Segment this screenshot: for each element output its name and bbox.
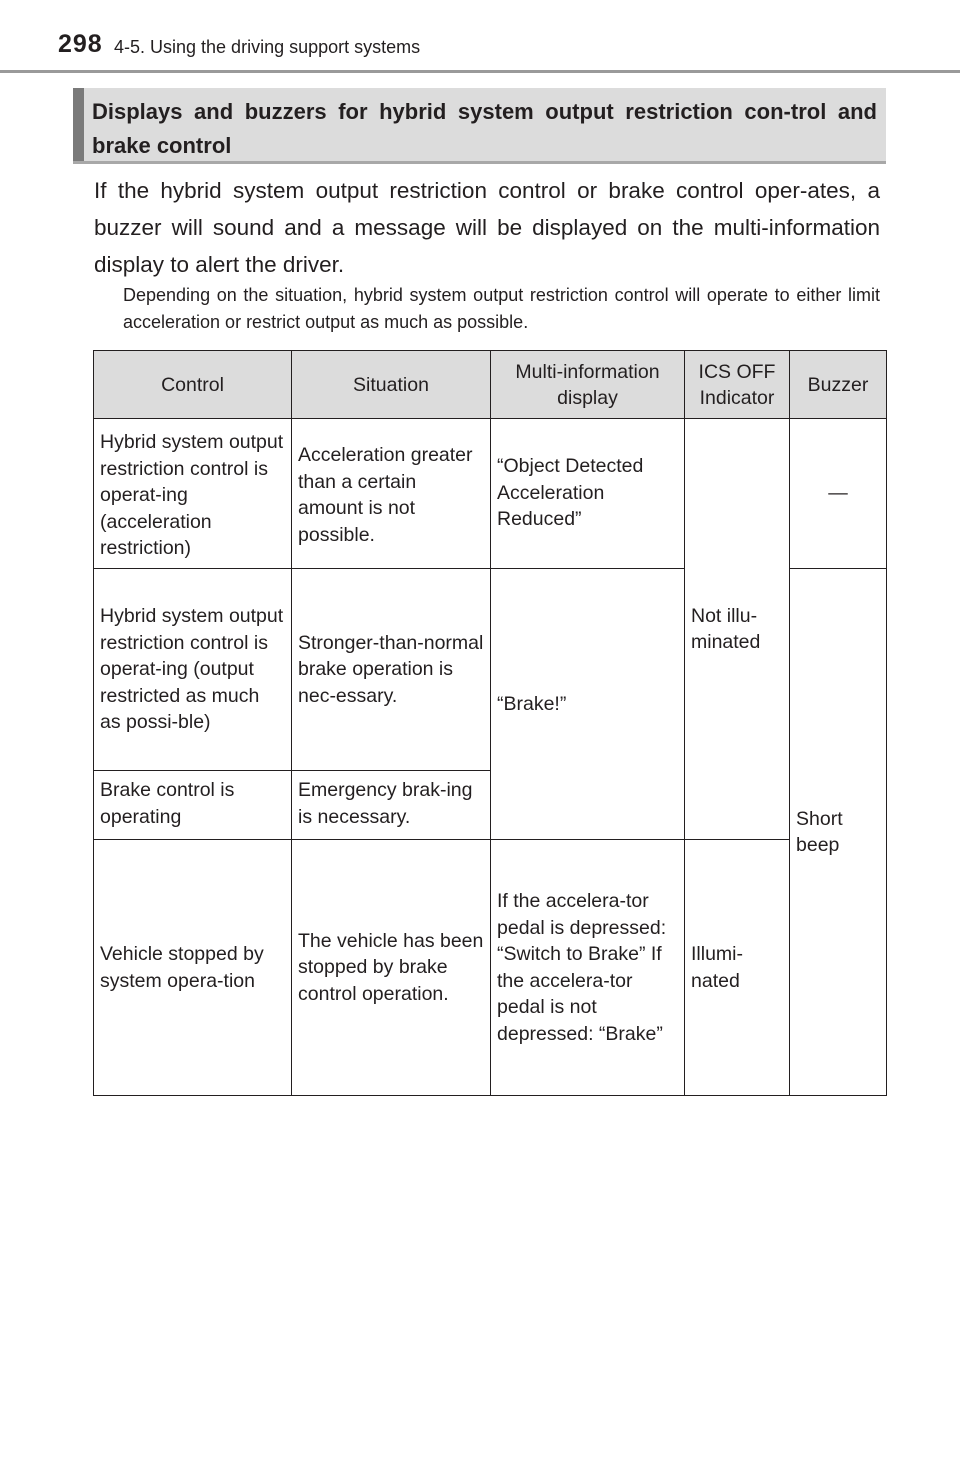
cell-control: Vehicle stopped by system opera-tion — [94, 840, 292, 1096]
header-control: Control — [94, 351, 292, 419]
section-heading-bar — [73, 88, 84, 161]
table-header-row — [94, 351, 887, 419]
cell-control: Hybrid system output restriction control is operat-ing (acceleration restriction) — [94, 419, 292, 569]
cell-control: Brake control is operating — [94, 771, 292, 840]
header-buzzer: Buzzer — [790, 351, 887, 419]
section-title: Displays and buzzers for hybrid system output restriction con-trol and brake control — [92, 99, 877, 158]
cell-display: “Object Detected Acceleration Reduced” — [491, 419, 685, 569]
cell-buzzer: Short beep — [790, 569, 887, 1096]
running-head: 4-5. Using the driving support systems — [114, 37, 421, 57]
cell-situation: Stronger-than-normal brake operation is nec-essary. — [292, 569, 491, 771]
note-paragraph: Depending on the situation, hybrid system output restriction control will operate to either limit acceleration or restrict output as much as possible. — [123, 285, 880, 332]
header-indicator: ICS OFF Indicator — [685, 351, 790, 419]
buzzer-display-table — [93, 350, 887, 1096]
cell-display: “Brake!” — [491, 569, 685, 840]
section-heading-box — [73, 88, 886, 164]
cell-situation: Emergency brak-ing is necessary. — [292, 771, 491, 840]
cell-indicator: Not illu-minated — [685, 419, 790, 840]
table-row — [94, 419, 887, 569]
cell-display: If the accelera-tor pedal is depressed: “Switch to Brake” If the accelera-tor pedal is not depressed: “Brake” — [491, 840, 685, 1096]
intro-paragraph: If the hybrid system output restriction control or brake control oper-ates, a buzzer will sound and a message will be displayed on the multi-information display to alert the driver. — [94, 178, 880, 277]
page-number: 298 — [58, 30, 103, 58]
header-rule — [0, 70, 960, 73]
cell-buzzer: — — [790, 419, 887, 569]
cell-situation: Acceleration greater than a certain amount is not possible. — [292, 419, 491, 569]
cell-indicator: Illumi-nated — [685, 840, 790, 1096]
header-situation: Situation — [292, 351, 491, 419]
cell-control: Hybrid system output restriction control is operat-ing (output restricted as much as possi-ble) — [94, 569, 292, 771]
table-row — [94, 840, 887, 1096]
cell-situation: The vehicle has been stopped by brake control operation. — [292, 840, 491, 1096]
header-display: Multi-information display — [491, 351, 685, 419]
